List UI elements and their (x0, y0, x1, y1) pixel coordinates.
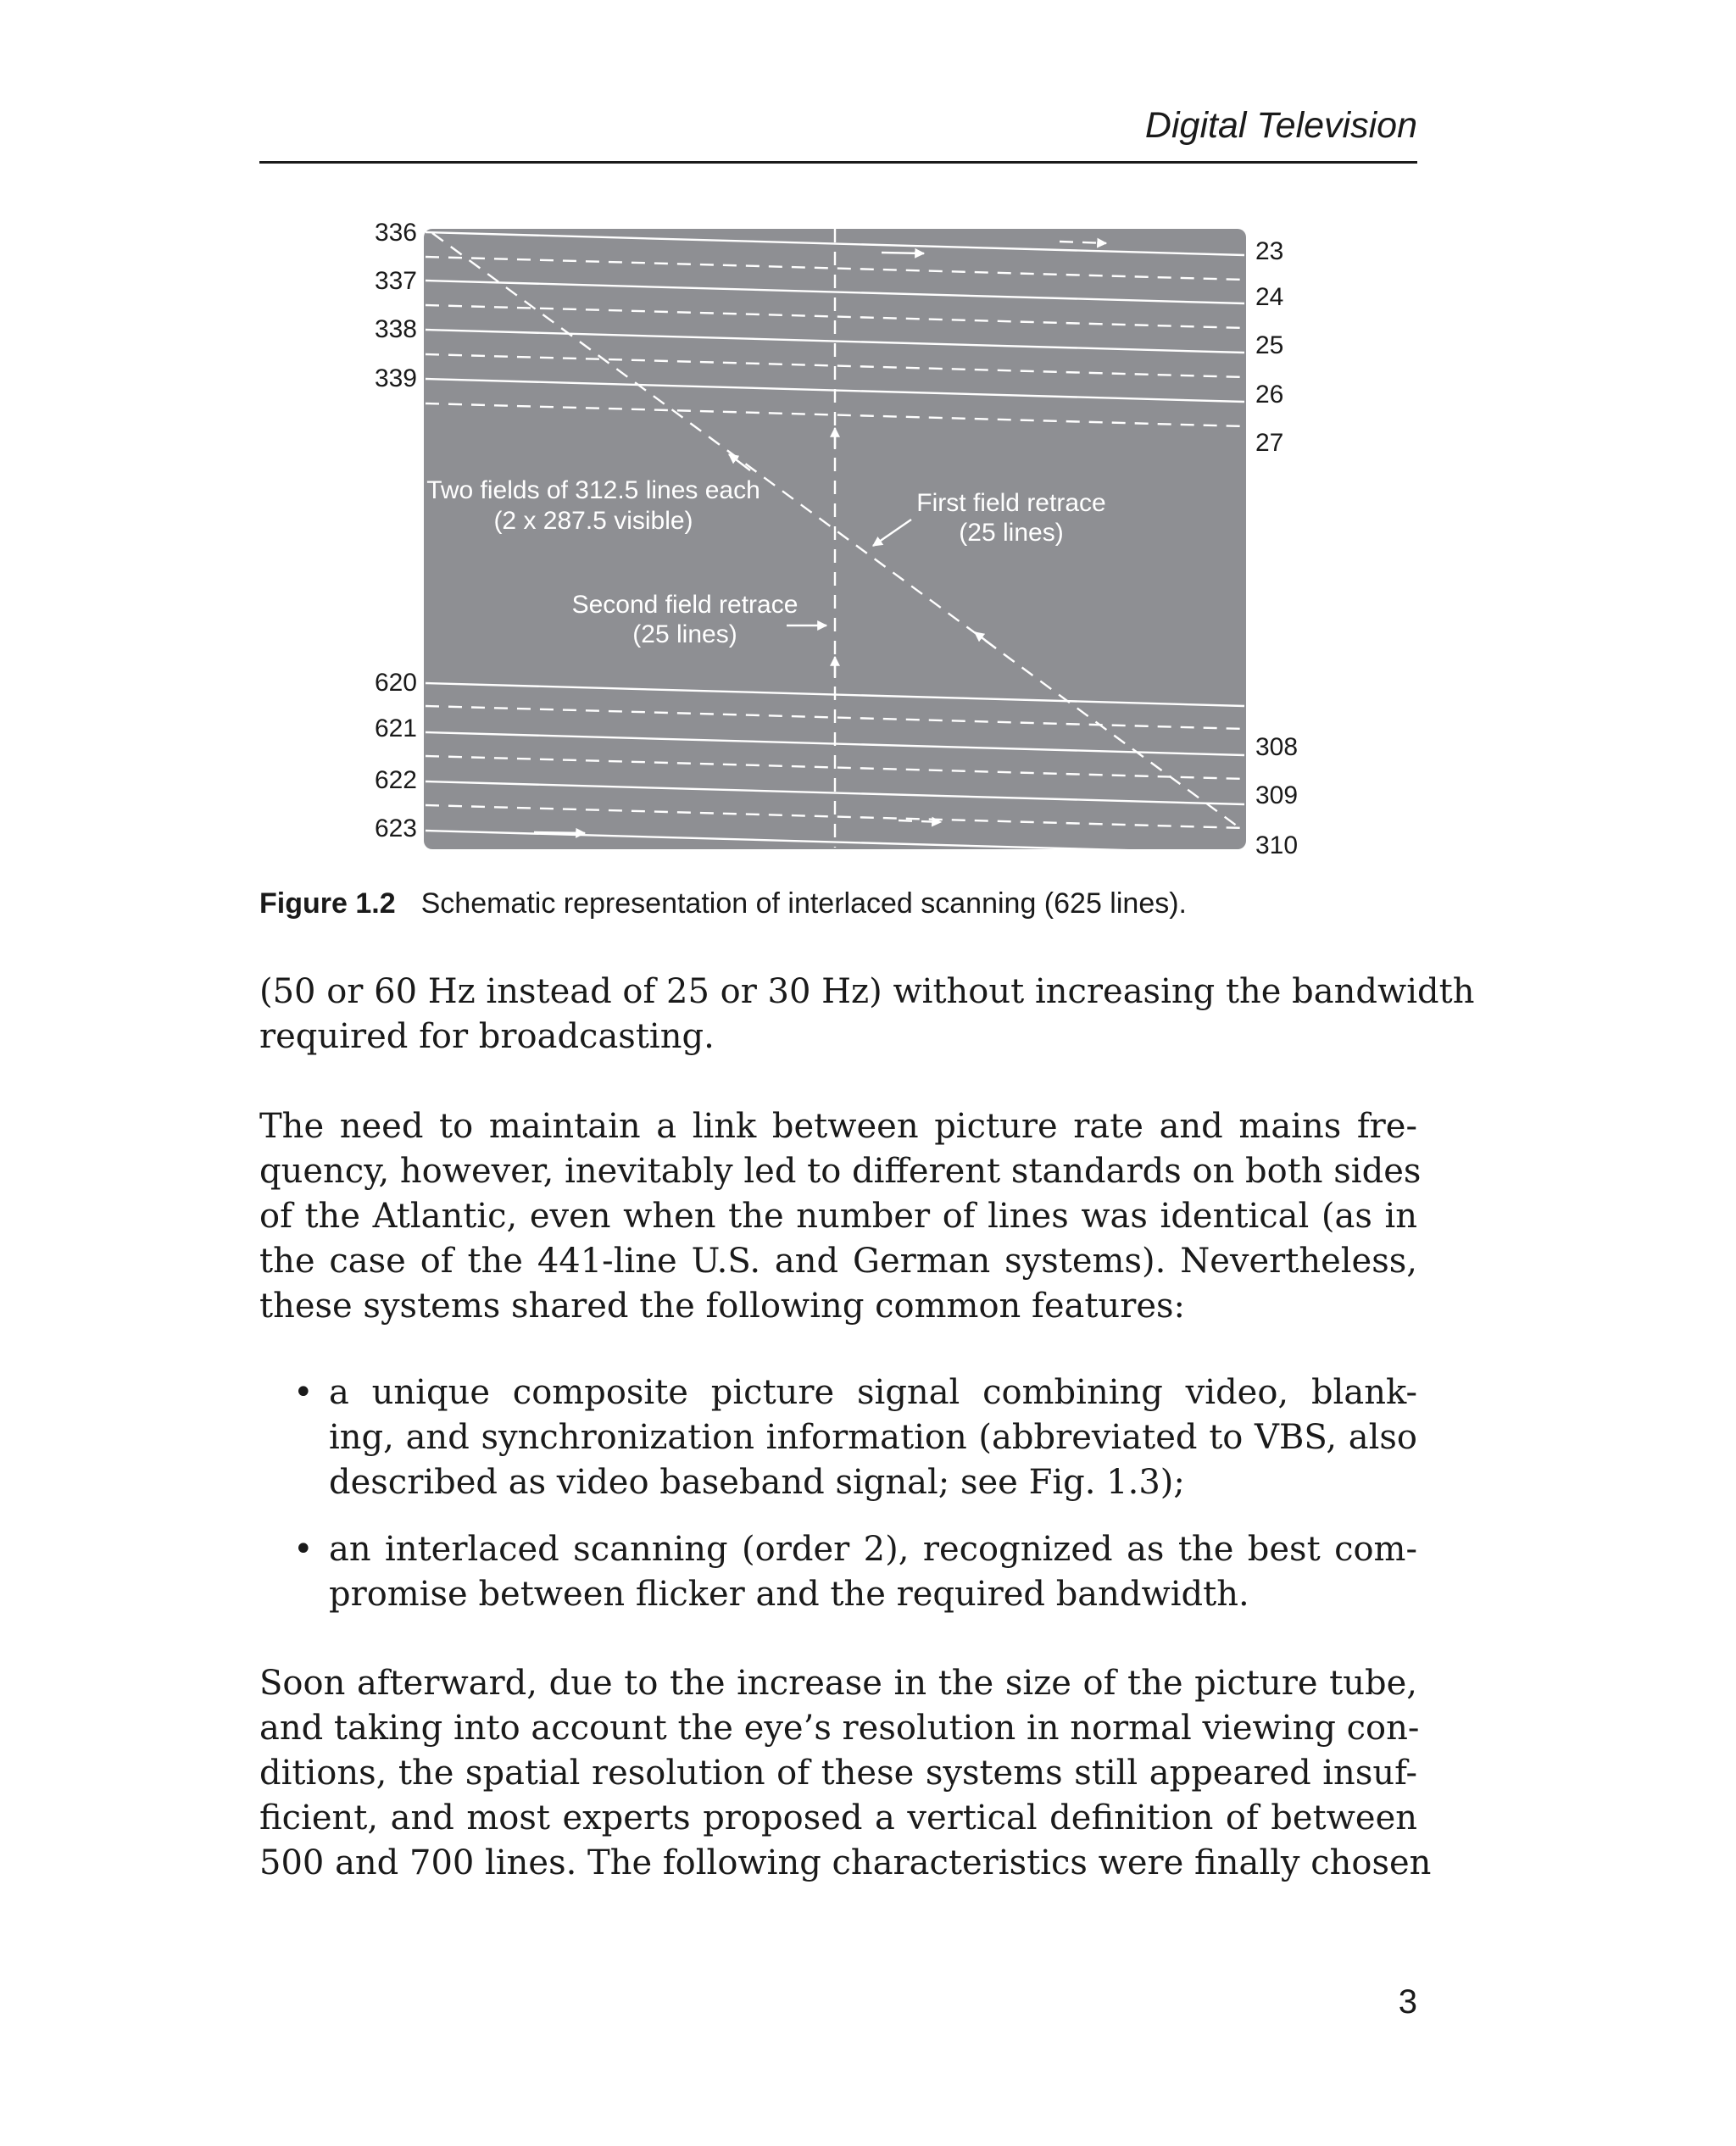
first-retrace-label: First field retrace (916, 489, 1106, 517)
text-line: Soon afterward, due to the increase in the size of the picture tube, (259, 1664, 1417, 1703)
two-fields-label-sub: (2 x 287.5 visible) (493, 507, 693, 535)
left-line-number: 337 (374, 267, 417, 295)
text-line: and taking into account the eye’s resolution in normal viewing con- (259, 1709, 1420, 1748)
text-line: 500 and 700 lines. The following characteristics were finally chosen (259, 1843, 1432, 1882)
left-line-number: 620 (374, 669, 417, 697)
interlaced-scanning-figure (0, 0, 1736, 881)
text-line: (50 or 60 Hz instead of 25 or 30 Hz) without increasing the bandwidth (259, 972, 1475, 1011)
left-line-number: 621 (374, 714, 417, 742)
bullet-dot: • (293, 1373, 314, 1412)
second-retrace-label: Second field retrace (571, 591, 798, 619)
left-line-number: 338 (374, 315, 417, 343)
left-line-number: 339 (374, 364, 417, 392)
paragraph-2 (259, 1104, 1422, 1329)
text-line: quency, however, inevitably led to different standards on both sides (259, 1152, 1422, 1191)
figure-caption (259, 883, 1446, 924)
left-line-number: 336 (374, 219, 417, 247)
right-line-number: 309 (1255, 781, 1299, 809)
text-line: these systems shared the following common features: (259, 1287, 1185, 1326)
second-retrace-label-sub: (25 lines) (632, 620, 737, 648)
text-line: described as video baseband signal; see Fig. 1.3); (329, 1463, 1185, 1502)
text-line: promise between flicker and the required bandwidth. (329, 1575, 1249, 1614)
text-line: The need to maintain a link between picture rate and mains fre- (259, 1107, 1417, 1146)
first-retrace-label-sub: (25 lines) (959, 519, 1064, 547)
right-line-number: 23 (1255, 237, 1284, 265)
right-line-number: 308 (1255, 733, 1299, 761)
left-line-number: 623 (374, 814, 417, 842)
paragraph-1 (259, 970, 1475, 1059)
right-line-number: 25 (1255, 331, 1284, 359)
right-line-number: 24 (1255, 283, 1284, 311)
text-line: a unique composite picture signal combining video, blank- (329, 1373, 1417, 1412)
bullet-dot: • (293, 1530, 314, 1569)
text-line: ditions, the spatial resolution of these systems still appeared insuf- (259, 1754, 1417, 1793)
text-line: ficient, and most experts proposed a vertical definition of between (259, 1799, 1417, 1837)
paragraph-3 (259, 1661, 1432, 1886)
two-fields-label: Two fields of 312.5 lines each (426, 476, 760, 504)
page-number: 3 (1398, 1983, 1417, 2021)
text-line: an interlaced scanning (order 2), recognized as the best com- (329, 1530, 1417, 1569)
left-line-number: 622 (374, 766, 417, 794)
text-line: of the Atlantic, even when the number of lines was identical (as in (259, 1197, 1417, 1236)
caption-number: Figure 1.2 (259, 887, 396, 920)
running-head: Digital Television (1144, 105, 1417, 146)
text-line: the case of the 441-line U.S. and German systems). Nevertheless, (259, 1242, 1417, 1281)
right-line-number: 310 (1255, 831, 1299, 859)
caption-text: Schematic representation of interlaced scanning (625 lines). (420, 887, 1187, 920)
scan-direction-arrow (534, 832, 585, 833)
right-line-number: 26 (1255, 381, 1284, 409)
text-line: ing, and synchronization information (abbreviated to VBS, also (329, 1418, 1417, 1457)
text-line: required for broadcasting. (259, 1017, 715, 1056)
right-line-number: 27 (1255, 429, 1284, 457)
